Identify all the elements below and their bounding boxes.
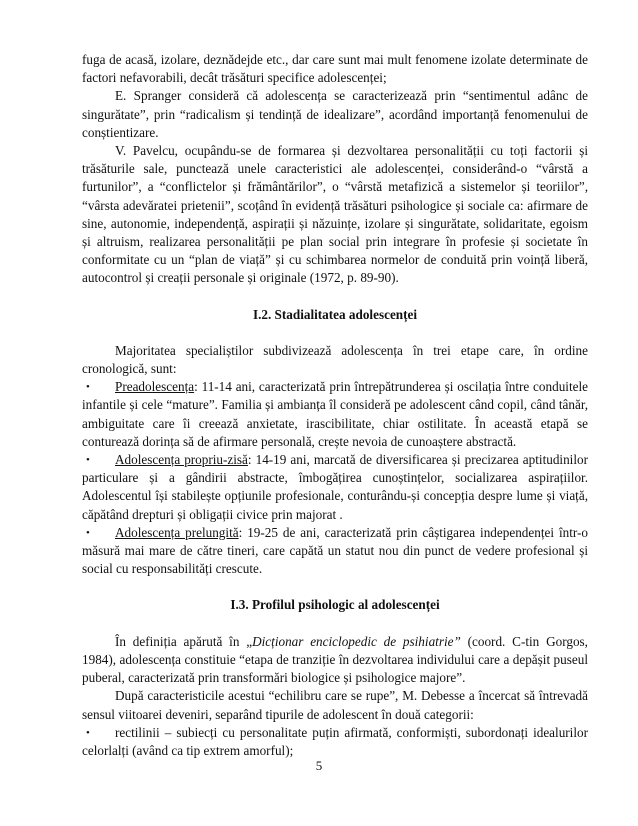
list-item-rectilinear [82,724,588,760]
page-number: 5 [315,758,323,773]
list-item-text: rectilinii – subiecți cu personalitate puțin afirmată, conformiști, subordonați idealurilor celorlalți (având ca tip extrem amorful); [82,724,588,758]
paragraph-debesse: După caracteristicile acestui “echilibru care se rupe”, M. Debesse a încercat să întrevadă sensul viitoarei deveniri, separând tipurile de adolescent în două categorii: [82,688,588,722]
definition-text-start: În definiția apărută în „ [115,633,253,649]
definition-text-end: (coord. C-tin Gorgos, 1984), adolescența constituie “etapa de tranziție în dezvoltarea individului care a depășit puseul puberal, caracterizată prin transformări biologice și psihologice majore”. [82,633,588,686]
section-heading-profil: I.3. Profilul psihologic al adolescenței [230,597,440,613]
paragraph-spranger: E. Spranger consideră că adolescența se caracterizează prin “sentimentul adânc de singurătate”, prin “radicalism și tendință de idealizare”, acordând importanță fenomenului de conștientizare. [82,88,588,140]
dictionary-title: Dicționar enciclopedic de psihiatrie” [252,633,461,649]
list-item-text: : 19-25 de ani, caracterizată prin câștigarea independenței într-o măsură mai mare de către tineri, care capătă un statut nou din punct de vedere profesional și social cu responsabilități crescute. [82,524,588,577]
list-item-adolescence-proper [82,451,588,524]
paragraph-pavelcu: V. Pavelcu, ocupându-se de formarea și dezvoltarea personalității cu toți factorii și trăsăturile sale, punctează unele caracteristici ale adolescenței, considerând-o “vârstă a furtunilor”, a “conflictelor și frământărilor”, o “vârstă metafizică a sistemelor și teoriilor”, “vârsta adevăratei prietenii”, scoțând în evidență trăsături psihologice și sociale ca: afirmare de sine, autonomie, independență, aspirații și năzuințe, izolare și singurătate, solidaritate, egoism și altruism, realizarea personalității pe plan social prin integrare în profesie și societate în conformitate cu un “plan de viață” și cu schimbarea normelor de conduită prin voință liberă, autocontrol și creații personale și originale (1972, p. 89-90). [82,143,588,286]
bullet-icon: • [86,381,90,394]
list-item-prolonged-adolescence [82,524,588,579]
bullet-icon: • [86,526,90,539]
bullet-icon: • [86,454,90,467]
document-body [82,51,588,760]
bullet-icon: • [86,726,90,739]
list-item-preadolescence [82,378,588,451]
section-heading-stadialitate: I.2. Stadialitatea adolescenței [252,306,418,322]
list-item-text: : 11-14 ani, caracterizată prin întrepătrunderea și oscilația între conduitele infantile și cele “mature”. Familia și ambianța îl consideră pe adolescent când copil, când tânăr, ambiguitate care îi creează anxietate, irascibilitate, chiar ostilitate. În această etapă se conturează dorința să de afirmare personală, crește nevoia de cunoaștere abstractă. [82,379,588,449]
list-item-text: : 14-19 ani, marcată de diversificarea și precizarea aptitudinilor particulare și a gândirii abstracte, îmbogățirea cunoștințelor, socializarea aspirațiilor. Adolescentul își stabilește opțiunile profesionale, conturându-și concepția despre lume și viață, căpătând drepturi și obligații civice prin majorat . [82,452,588,522]
term-prolonged-adolescence: Adolescența prelungită [115,524,239,540]
term-adolescence-proper: Adolescența propriu-zisă [115,452,248,468]
paragraph-stages-intro: Majoritatea specialiștilor subdivizează adolescența în trei etape care, în ordine cronologică, sunt: [82,342,588,377]
paragraph-continuation: fuga de acasă, izolare, deznădejde etc., dar care sunt mai mult fenomene izolate determinate de factori nefavorabili, decât trăsături specifice adolescenței; [82,52,588,86]
paragraph-definition [82,633,588,688]
term-preadolescence: Preadolescența [115,379,195,395]
